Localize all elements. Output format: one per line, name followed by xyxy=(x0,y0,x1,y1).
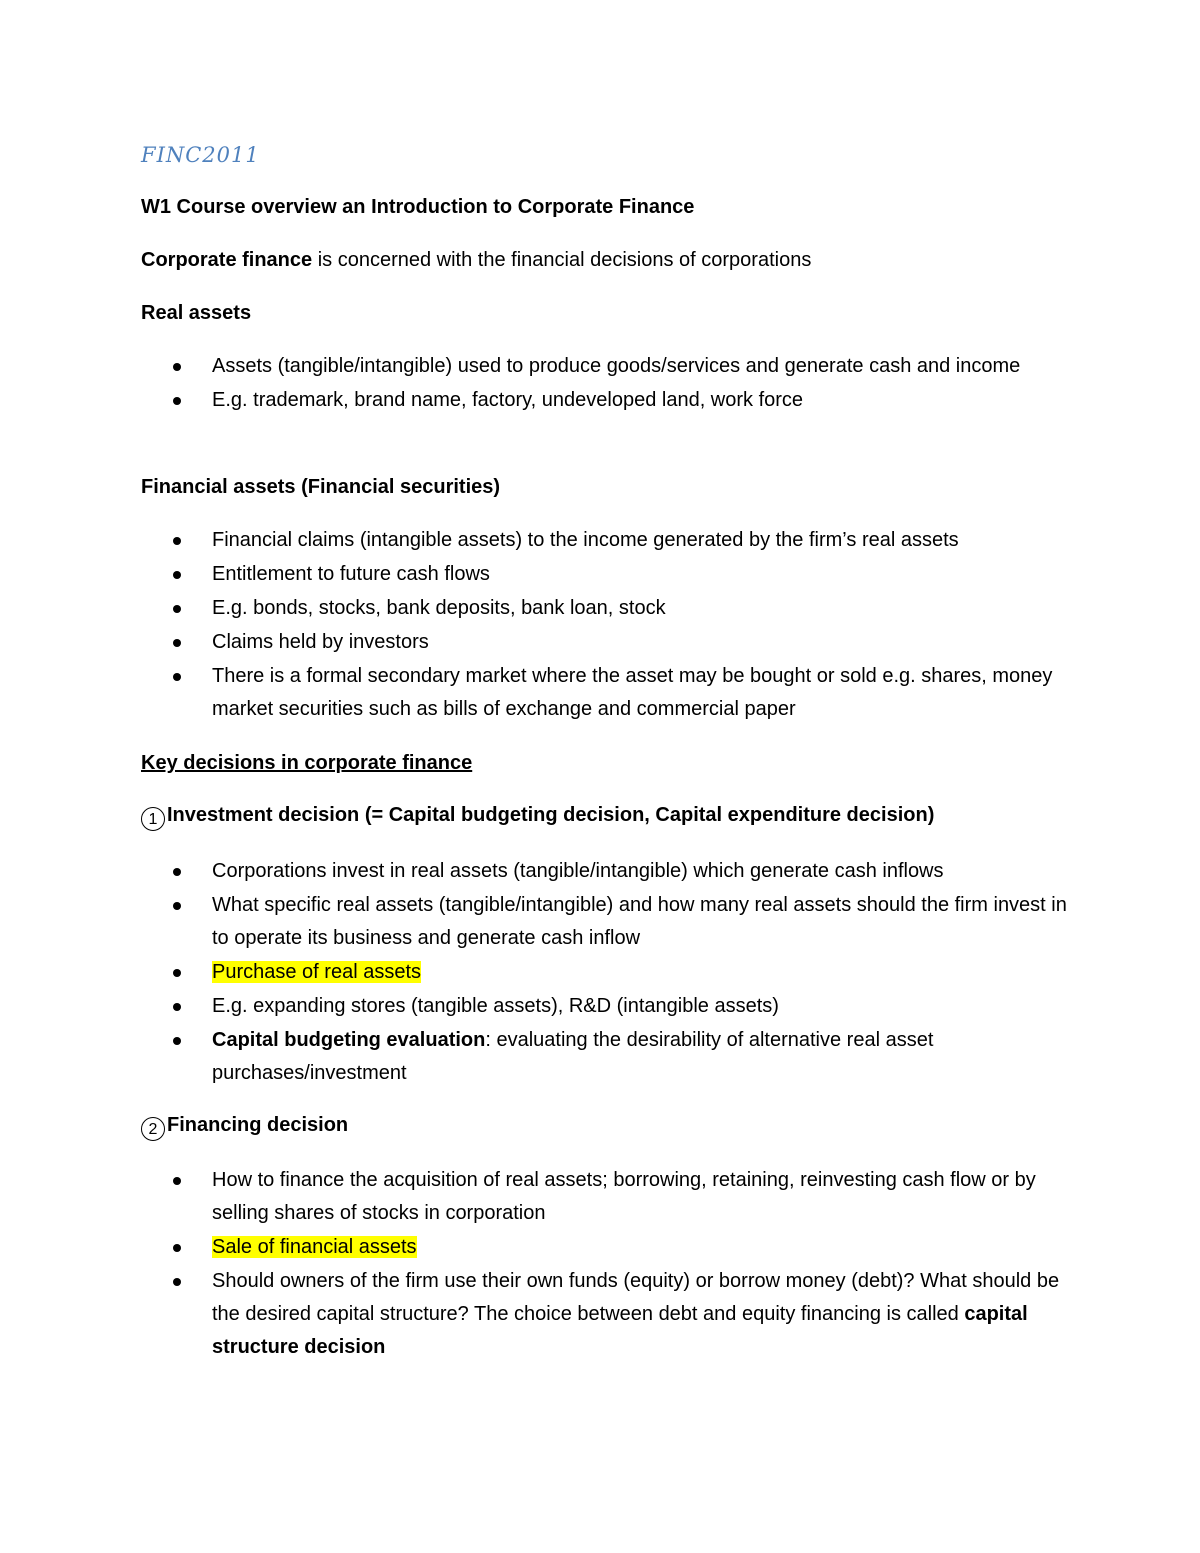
list-item: E.g. expanding stores (tangible assets), R&D (intangible assets) xyxy=(141,990,1081,1023)
list-item: Should owners of the firm use their own funds (equity) or borrow money (debt)? What should be the desired capital structure? The choice between debt and equity financing is called capital structure decision xyxy=(141,1265,1081,1364)
bullet-icon xyxy=(173,969,181,977)
real-assets-list xyxy=(141,350,1081,418)
list-item: E.g. trademark, brand name, factory, undeveloped land, work force xyxy=(141,384,1081,417)
bullet-icon xyxy=(173,537,181,545)
list-item: E.g. bonds, stocks, bank deposits, bank loan, stock xyxy=(141,592,1081,625)
bullet-icon xyxy=(173,1003,181,1011)
financing-list xyxy=(141,1164,1081,1365)
financing-heading-text: Financing decision xyxy=(167,1114,349,1136)
bullet-icon xyxy=(173,1244,181,1252)
bullet-icon xyxy=(173,363,181,371)
investment-list xyxy=(141,855,1081,1091)
list-item: Financial claims (intangible assets) to the income generated by the firm’s real assets xyxy=(141,524,1081,557)
circled-number-two: 2 xyxy=(141,1117,165,1141)
financial-assets-list xyxy=(141,524,1081,727)
real-assets-heading: Real assets xyxy=(141,302,252,324)
bullet-icon xyxy=(173,639,181,647)
list-item xyxy=(141,956,1081,989)
list-item: There is a formal secondary market where the asset may be bought or sold e.g. shares, money market securities such as bills of exchange and commercial paper xyxy=(141,660,1081,726)
bullet-icon xyxy=(173,397,181,405)
intro-text: is concerned with the financial decisions of corporations xyxy=(312,249,812,271)
intro-paragraph xyxy=(141,249,811,272)
bullet-icon xyxy=(173,1177,181,1185)
bullet-icon xyxy=(173,868,181,876)
financial-assets-heading: Financial assets (Financial securities) xyxy=(141,476,501,498)
bullet-icon xyxy=(173,605,181,613)
list-item: Claims held by investors xyxy=(141,626,1081,659)
list-item: Entitlement to future cash flows xyxy=(141,558,1081,591)
list-item: Corporations invest in real assets (tangible/intangible) which generate cash inflows xyxy=(141,855,1081,888)
list-item: What specific real assets (tangible/intangible) and how many real assets should the firm invest in to operate its business and generate cash inflow xyxy=(141,889,1081,955)
capital-budgeting-term: Capital budgeting evaluation xyxy=(212,1029,486,1051)
week-title: W1 Course overview an Introduction to Corporate Finance xyxy=(141,196,695,218)
bullet-icon xyxy=(173,902,181,910)
investment-heading-text: Investment decision (= Capital budgeting decision, Capital expenditure decision) xyxy=(167,804,935,826)
list-item: How to finance the acquisition of real assets; borrowing, retaining, reinvesting cash flow or by selling shares of stocks in corporation xyxy=(141,1164,1081,1230)
bullet-icon xyxy=(173,1278,181,1286)
list-item: Assets (tangible/intangible) used to produce goods/services and generate cash and income xyxy=(141,350,1081,383)
list-item xyxy=(141,1231,1081,1264)
bullet-icon xyxy=(173,673,181,681)
intro-term: Corporate finance xyxy=(141,249,313,271)
highlighted-text: Sale of financial assets xyxy=(212,1236,417,1258)
bullet-icon xyxy=(173,1037,181,1045)
key-decisions-heading: Key decisions in corporate finance xyxy=(141,752,473,774)
capital-structure-term: capital structure decision xyxy=(212,1303,1028,1358)
circled-number-one: 1 xyxy=(141,807,165,831)
bullet-icon xyxy=(173,571,181,579)
list-item: Capital budgeting evaluation: evaluating the desirability of alternative real asset purchases/investment xyxy=(141,1024,1081,1090)
highlighted-text: Purchase of real assets xyxy=(212,961,421,983)
course-code: FINC2011 xyxy=(141,143,260,167)
financing-heading xyxy=(141,1114,348,1141)
investment-heading xyxy=(141,804,934,831)
